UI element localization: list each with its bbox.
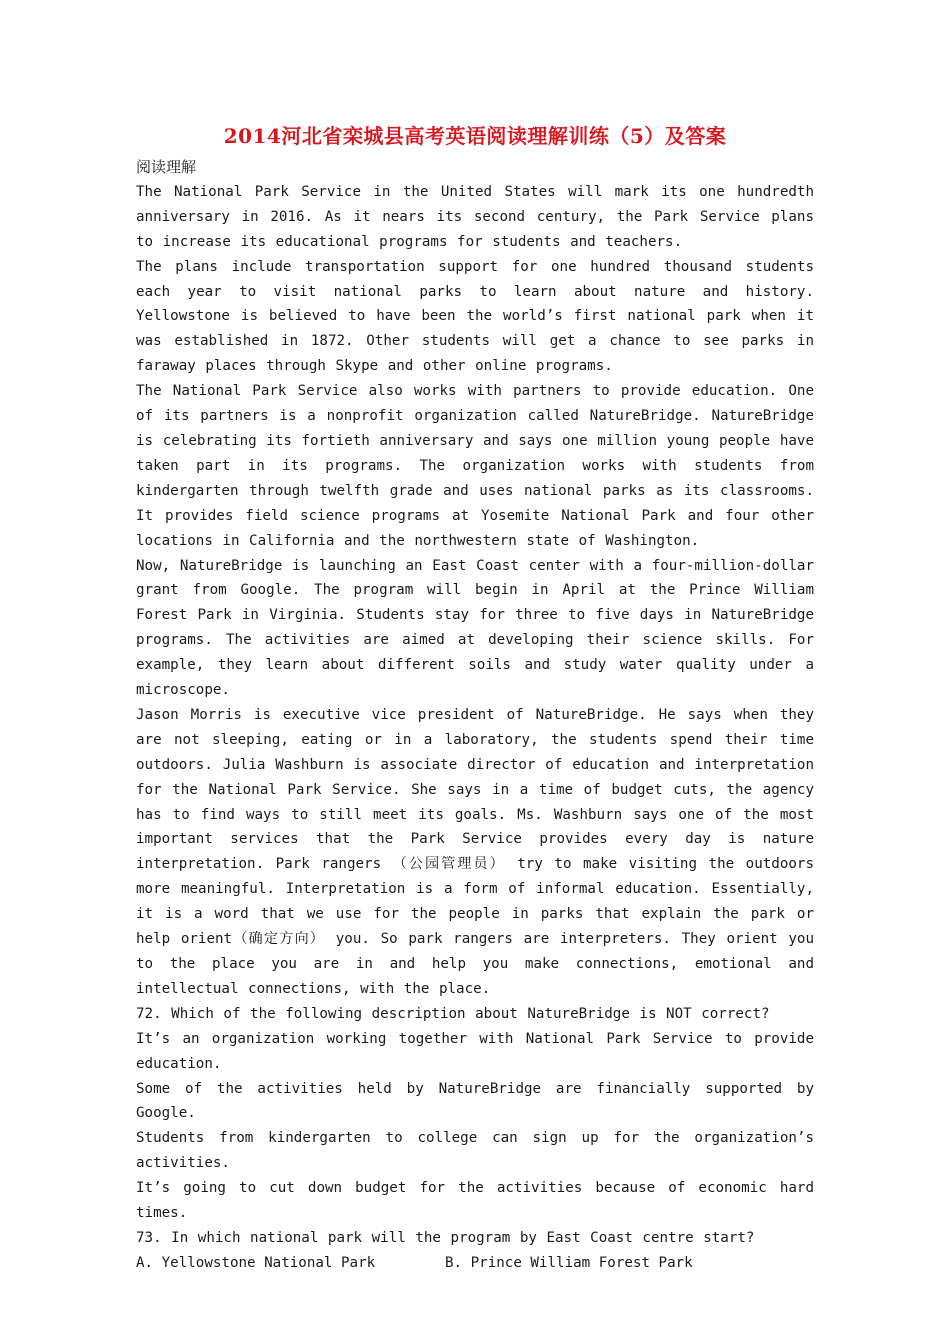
question-72-option: Some of the activities held by NatureBridge are financially supported by Google. bbox=[136, 1080, 814, 1122]
paragraph: The plans include transportation support for one hundred thousand students each year to visit national parks to learn about nature and history. Yellowstone is believed to have been the world’s first national park when it was established in 1872. Other students will get a chance to see parks in faraway places through Skype and other online programs. bbox=[136, 258, 814, 375]
question-73-options bbox=[136, 1251, 814, 1276]
question-73-option-a: A. Yellowstone National Park bbox=[136, 1254, 376, 1271]
section-label: 阅读理解 bbox=[136, 158, 197, 176]
question-72-option: It’s an organization working together with National Park Service to provide education. bbox=[136, 1030, 814, 1072]
document-title: 2014河北省栾城县高考英语阅读理解训练（5）及答案 bbox=[223, 124, 727, 148]
question-72-option: It’s going to cut down budget for the activities because of economic hard times. bbox=[136, 1180, 814, 1222]
question-72-option: Students from kindergarten to college can sign up for the organization’s activities. bbox=[136, 1130, 814, 1172]
question-73: 73. In which national park will the program by East Coast centre start? bbox=[136, 1229, 755, 1246]
paragraph: Now, NatureBridge is launching an East Coast center with a four-million-dollar grant from Google. The program will begin in April at the Prince William Forest Park in Virginia. Students stay for three to five days in NatureBridge programs. The activities are aimed at developing their science skills. For example, they learn about different soils and study water quality under a microscope. bbox=[136, 557, 814, 699]
paragraph: Jason Morris is executive vice president of NatureBridge. He says when they are not sleeping, eating or in a laboratory, the students spend their time outdoors. Julia Washburn is associate director of education and interpretation for the National Park Service. She says in a time of budget cuts, the agency has to find ways to still meet its goals. Ms. Washburn says one of the most important services that the Park Service provides every day is nature interpretation. Park rangers （公园管理员） try to make visiting the outdoors more meaningful. Interpretation is a form of informal education. Essentially, it is a word that we use for the people in parks that explain the park or help orient（确定方向） you. So park rangers are interpreters. They orient you to the place you are in and help you make connections, emotional and intellectual connections, with the place. bbox=[136, 706, 814, 997]
question-72: 72. Which of the following description about NatureBridge is NOT correct? bbox=[136, 1005, 770, 1022]
question-73-option-b: B. Prince William Forest Park bbox=[445, 1254, 693, 1271]
paragraph: The National Park Service in the United States will mark its one hundredth anniversary in 2016. As it nears its second century, the Park Service plans to increase its educational programs for students and teachers. bbox=[136, 183, 814, 250]
document-page bbox=[136, 120, 814, 1276]
paragraph: The National Park Service also works with partners to provide education. One of its partners is a nonprofit organization called NatureBridge. NatureBridge is celebrating its fortieth anniversary and says one million young people have taken part in its programs. The organization works with students from kindergarten through twelfth grade and uses national parks as its classrooms. It provides field science programs at Yosemite National Park and four other locations in California and the northwestern state of Washington. bbox=[136, 383, 814, 549]
